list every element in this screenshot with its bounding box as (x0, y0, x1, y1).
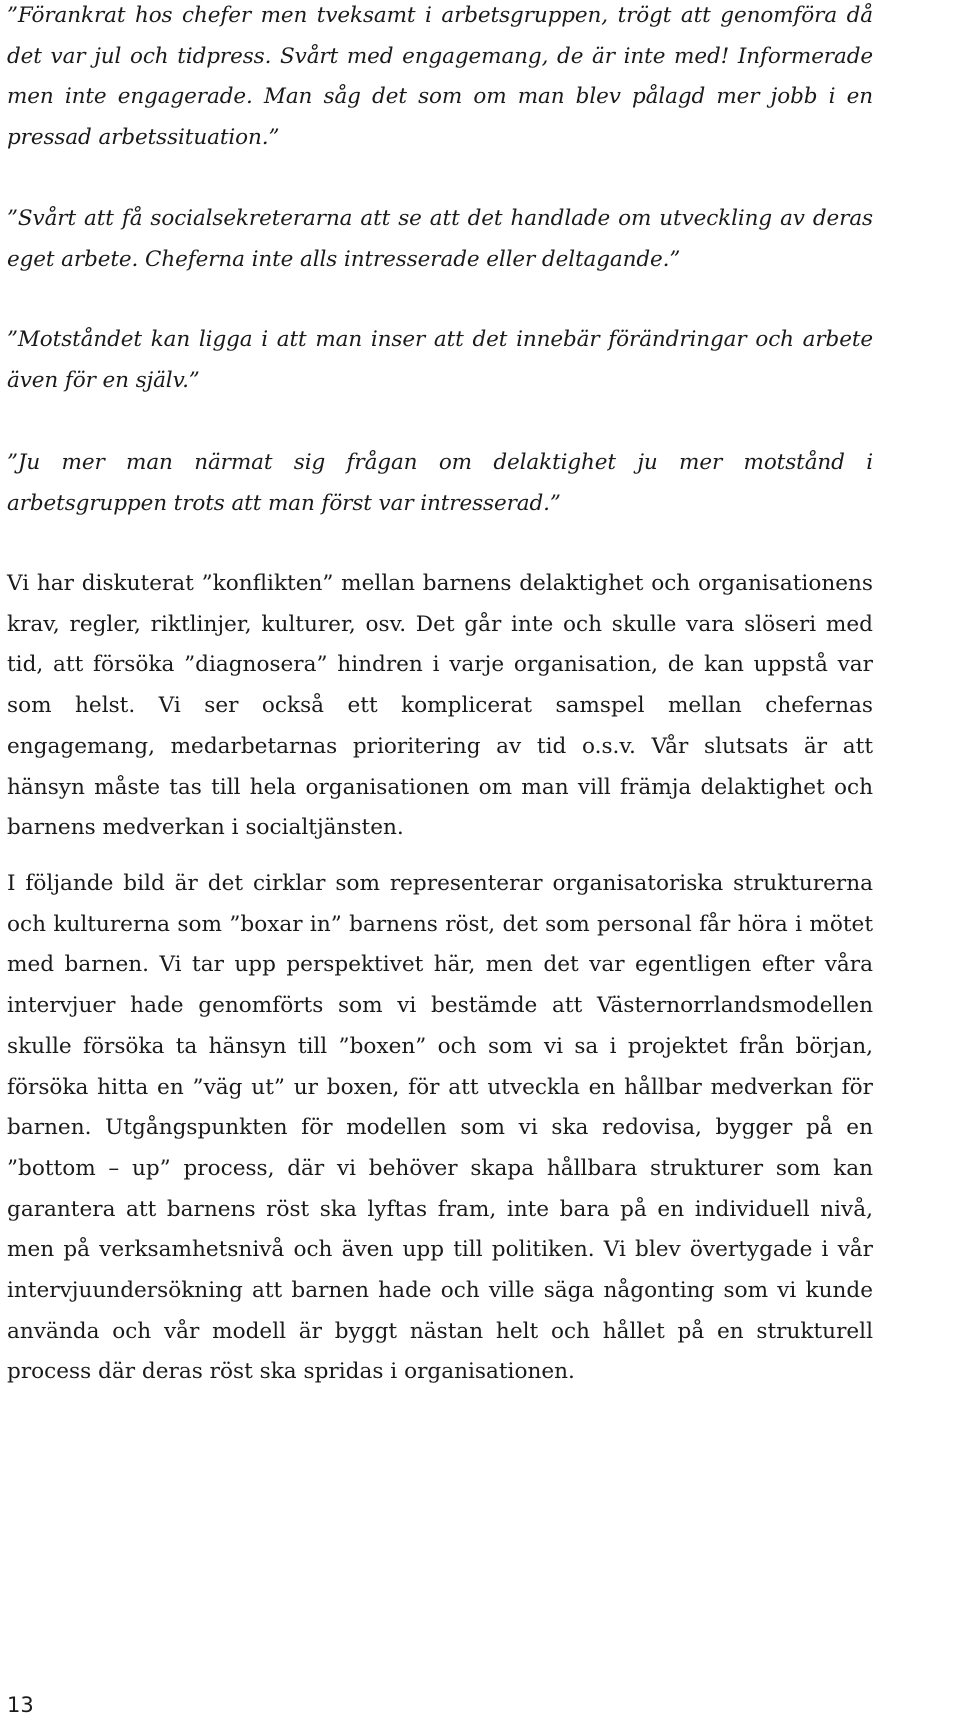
body-paragraph-1: Vi har diskuterat ”konflikten” mellan barnens delaktighet och organisationens krav, regler, riktlinjer, kulturer, osv. Det går inte och skulle vara slöseri med tid, att försöka ”diagnosera” hindren i varje organisation, de kan uppstå var som helst. Vi ser också ett komplicerat samspel mellan chefernas engagemang, medarbetarnas prioritering av tid o.s.v. Vår slutsats är att hänsyn måste tas till hela organisationen om man vill främja delaktighet och barnens medverkan i socialtjänsten. (7, 571, 873, 841)
interview-quote-2: ”Svårt att få socialsekreterarna att se att det handlade om utveckling av deras eget arbete. Cheferna inte alls intresserade eller deltagande.” (7, 206, 873, 272)
interview-quote-1: ”Förankrat hos chefer men tveksamt i arbetsgruppen, trögt att genomföra då det var jul och tidpress. Svårt med engagemang, de är inte med! Informerade men inte engagerade. Man såg det som om man blev pålagd mer jobb i en pressad arbetssituation.” (7, 3, 873, 151)
interview-quote-3: ”Motståndet kan ligga i att man inser att det innebär förändringar och arbete även för en själv.” (7, 327, 873, 393)
page-number: 13 (7, 1693, 34, 1717)
body-paragraph-2: I följande bild är det cirklar som representerar organisatoriska strukturerna och kulturerna som ”boxar in” barnens röst, det som personal får höra i mötet med barnen. Vi tar upp perspektivet här, men det var egentligen efter våra intervjuer hade genomförts som vi bestämde att Västernorrlandsmodellen skulle försöka ta hänsyn till ”boxen” och som vi sa i projektet från början, försöka hitta en ”väg ut” ur boxen, för att utveckla en hållbar medverkan för barnen. Utgångspunkten för modellen som vi ska redovisa, bygger på en ”bottom – up” process, där vi behöver skapa hållbara strukturer som kan garantera att barnens röst ska lyftas fram, inte bara på en individuell nivå, men på verksamhetsnivå och även upp till politiken. Vi blev övertygade i vår intervjuundersökning att barnen hade och ville säga någonting som vi kunde använda och vår modell är byggt nästan helt och hållet på en strukturell process där deras röst ska spridas i organisationen. (7, 871, 873, 1385)
interview-quote-4: ”Ju mer man närmat sig frågan om delaktighet ju mer motstånd i arbetsgruppen trots att man först var intresserad.” (7, 450, 873, 516)
